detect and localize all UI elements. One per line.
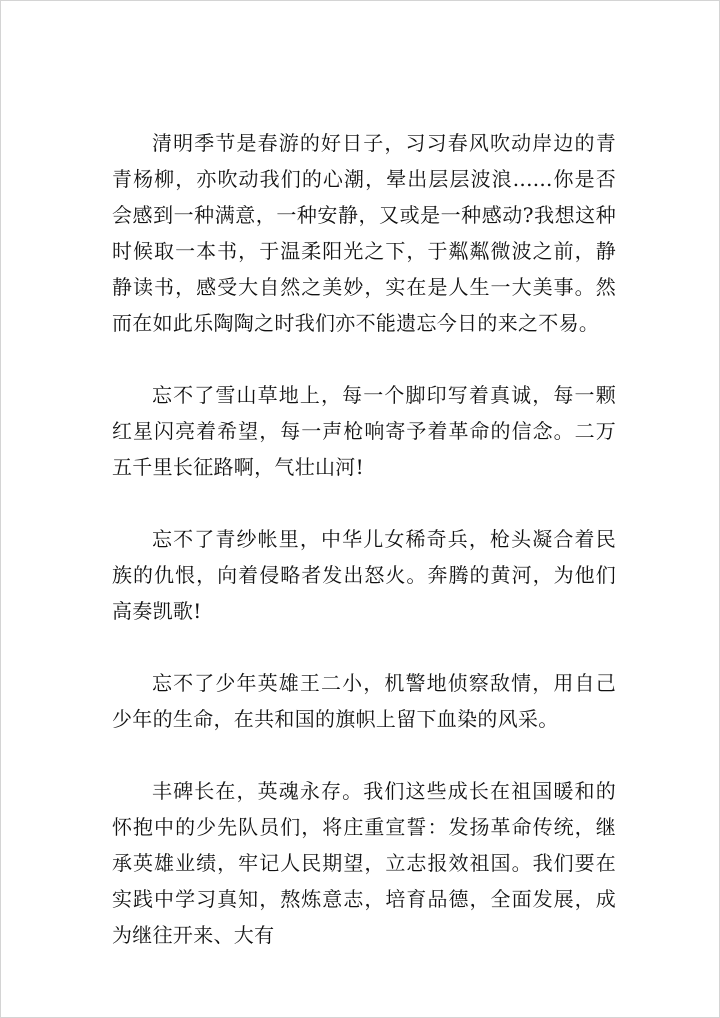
paragraph-green-curtain: 忘不了青纱帐里，中华儿女稀奇兵，枪头凝合着民族的仇恨，向着侵略者发出怒火。奔腾的黄河，为他们高奏凯歌! xyxy=(112,527,616,623)
paragraph-spring-outing: 清明季节是春游的好日子，习习春风吹动岸边的青青杨柳，亦吹动我们的心潮，晕出层层波浪......你是否会感到一种满意，一种安静，又或是一种感动?我想这种时候取一本书，于温柔阳光之下，于粼粼微波之前，静静读书，感受大自然之美妙，实在是人生一大美事。然而在如此乐陶陶之时我们亦不能遗忘今日的来之不易。 xyxy=(112,131,616,335)
paragraph-pledge: 丰碑长在，英魂永存。我们这些成长在祖国暖和的怀抱中的少先队员们，将庄重宣誓：发扬革命传统，继承英雄业绩，牢记人民期望，立志报效祖国。我们要在实践中学习真知，熬炼意志，培育品德，全面发展，成为继往开来、大有 xyxy=(112,779,616,947)
paragraph-wang-erxiao: 忘不了少年英雄王二小，机警地侦察敌情，用自己少年的生命，在共和国的旗帜上留下血染的风采。 xyxy=(112,671,616,731)
paragraph-long-march: 忘不了雪山草地上，每一个脚印写着真诚，每一颗红星闪亮着希望，每一声枪响寄予着革命的信念。二万五千里长征路啊，气壮山河! xyxy=(112,383,616,479)
document-body xyxy=(112,125,616,989)
